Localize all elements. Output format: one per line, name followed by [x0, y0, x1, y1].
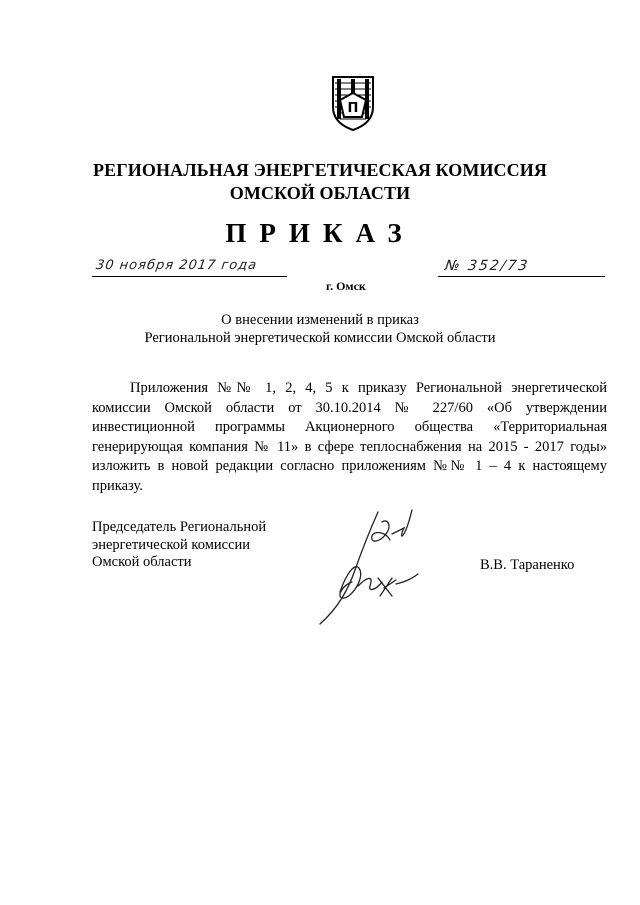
order-paragraph: Приложения №№ 1, 2, 4, 5 к приказу Региональной энергетической комиссии Омской области от 30.10.2014 № 227/60 «Об утверждении инвестиционной программы Акционерного общества «Территориальная генерирующая компания № 11» в сфере теплоснабжения на 2015 - 2017 годы» изложить в новой редакции согласно приложениям №№ 1 – 4 к настоящему приказу.	[92, 380, 607, 494]
signer-title-line3: Омской области	[92, 554, 192, 570]
organization-name-line2: ОМСКОЙ ОБЛАСТИ	[229, 183, 411, 203]
number-underline	[438, 276, 605, 277]
document-title: ПРИКАЗ	[225, 218, 415, 248]
date-underline	[92, 276, 287, 277]
handwritten-signature-icon	[300, 500, 440, 630]
signer-title-line1: Председатель Региональной	[92, 519, 267, 535]
signer-name: В.В. Тараненко	[480, 557, 575, 573]
emblem-letter: П	[347, 101, 359, 116]
city-label: г. Омск	[326, 279, 366, 293]
coat-of-arms-icon	[329, 73, 377, 133]
handwritten-number: № 352/73	[443, 258, 531, 274]
signer-title-line2: энергетической комиссии	[92, 537, 251, 553]
subject-line1: О внесении изменений в приказ	[221, 312, 419, 328]
handwritten-date: 30 ноября 2017 года	[94, 258, 259, 273]
subject-line2: Региональной энергетической комиссии Омской области	[144, 330, 496, 346]
organization-name-line1: РЕГИОНАЛЬНАЯ ЭНЕРГЕТИЧЕСКАЯ КОМИССИЯ	[93, 160, 547, 180]
